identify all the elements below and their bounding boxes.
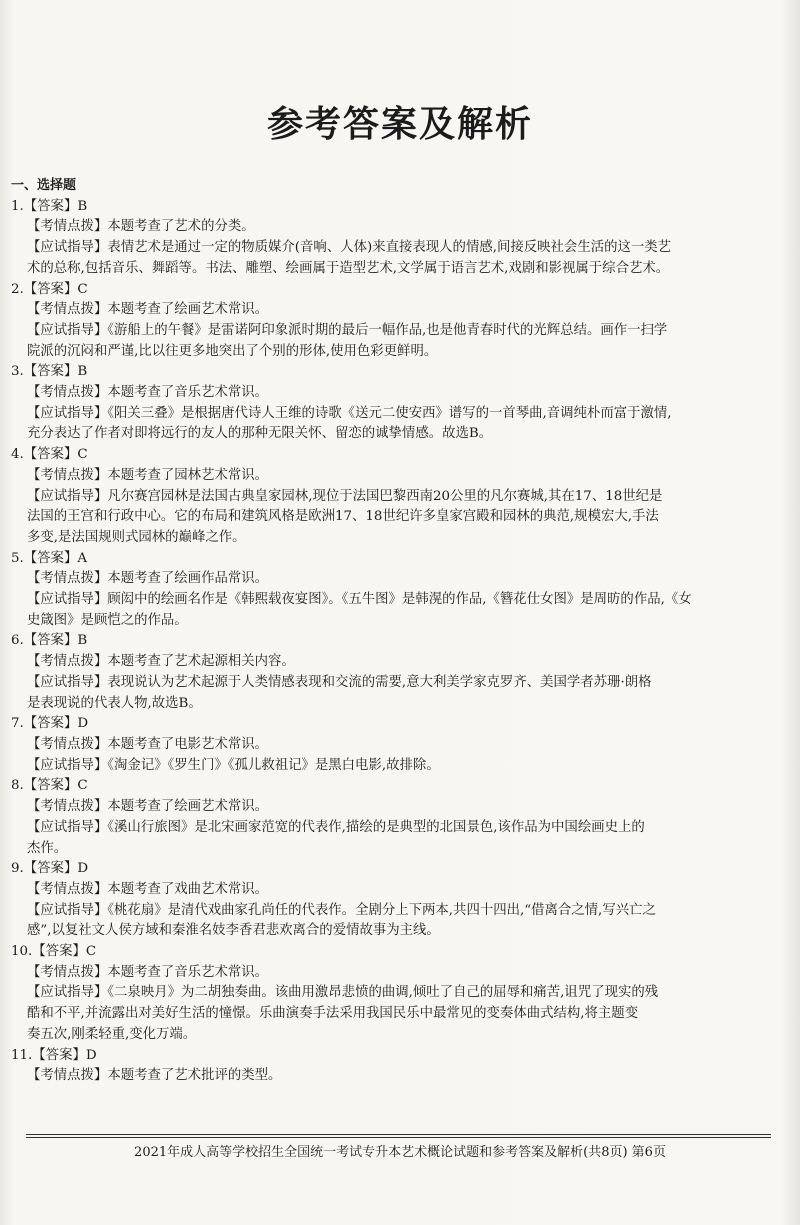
answer-key: 9.【答案】D	[11, 861, 89, 877]
exam-guidance-line: 是表现说的代表人物,故选B。	[27, 695, 202, 711]
answers-content	[11, 176, 781, 1087]
exam-guidance-line: 多变,是法国规则式园林的巅峰之作。	[27, 529, 246, 545]
exam-point: 【考情点拨】本题考查了绘画艺术常识。	[27, 302, 269, 318]
exam-point: 【考情点拨】本题考查了音乐艺术常识。	[27, 385, 269, 401]
exam-guidance-line: 【应试指导】凡尔赛宫园林是法国古典皇家园林,现位于法国巴黎西南20公里的凡尔赛城,其在17、18世纪是	[27, 488, 663, 504]
exam-guidance-line: 【应试指导】表现说认为艺术起源于人类情感表现和交流的需要,意大利美学家克罗齐、美国学者苏珊·朗格	[27, 674, 652, 690]
exam-guidance-line: 法国的王宫和行政中心。它的布局和建筑风格是欧洲17、18世纪许多皇家宫殿和园林的典范,规模宏大,手法	[27, 509, 659, 525]
answer-key: 4.【答案】C	[11, 447, 88, 463]
answer-key: 8.【答案】C	[11, 778, 88, 794]
exam-guidance-line: 【应试指导】顾闳中的绘画名作是《韩熙载夜宴图》。《五牛图》是韩滉的作品,《簪花仕女图》是周昉的作品,《女	[27, 592, 692, 608]
answer-item	[11, 859, 781, 942]
answer-key: 1.【答案】B	[11, 198, 88, 214]
exam-guidance-line: 杰作。	[27, 840, 68, 856]
answer-key: 2.【答案】C	[11, 281, 88, 297]
section-heading: 一、选择题	[11, 178, 77, 193]
exam-guidance-line: 酷和不平,并流露出对美好生活的憧憬。乐曲演奏手法采用我国民乐中最常见的变奏体曲式结构,将主题变	[27, 1006, 639, 1022]
exam-guidance-line: 感”,以复社文人侯方域和秦淮名妓李香君悲欢离合的爱情故事为主线。	[27, 923, 440, 939]
exam-point: 【考情点拨】本题考查了艺术起源相关内容。	[27, 654, 295, 670]
exam-guidance-line: 充分表达了作者对即将远行的友人的那种无限关怀、留恋的诚挚情感。故选B。	[27, 426, 493, 442]
answer-item	[11, 362, 781, 445]
answer-item	[11, 549, 781, 632]
exam-point: 【考情点拨】本题考查了电影艺术常识。	[27, 736, 269, 752]
exam-guidance-line: 【应试指导】《淘金记》《罗生门》《孤儿救祖记》是黑白电影,故排除。	[27, 757, 440, 773]
exam-guidance-line: 【应试指导】《游船上的午餐》是雷诺阿印象派时期的最后一幅作品,也是他青春时代的光辉总结。画作一扫学	[27, 322, 668, 338]
exam-point: 【考情点拨】本题考查了艺术的分类。	[27, 219, 255, 235]
answer-key: 3.【答案】B	[11, 364, 88, 380]
exam-guidance-line: 术的总称,包括音乐、舞蹈等。书法、雕塑、绘画属于造型艺术,文学属于语言艺术,戏剧和影视属于综合艺术。	[27, 260, 670, 276]
exam-guidance-line: 【应试指导】《溪山行旅图》是北宋画家范宽的代表作,描绘的是典型的北国景色,该作品为中国绘画史上的	[27, 819, 645, 835]
exam-point: 【考情点拨】本题考查了绘画艺术常识。	[27, 799, 269, 815]
exam-point: 【考情点拨】本题考查了戏曲艺术常识。	[27, 881, 269, 897]
page-footer: 2021年成人高等学校招生全国统一考试专升本艺术概论试题和参考答案及解析(共8页) 第6页	[134, 1145, 666, 1160]
answer-key: 7.【答案】D	[11, 716, 89, 732]
exam-guidance-line: 院派的沉闷和严谨,比以往更多地突出了个别的形体,使用色彩更鲜明。	[27, 343, 438, 359]
exam-guidance-line: 【应试指导】《二泉映月》为二胡独奏曲。该曲用激昂悲愤的曲调,倾吐了自己的屈辱和痛苦,诅咒了现实的残	[27, 985, 659, 1001]
exam-point: 【考情点拨】本题考查了艺术批评的类型。	[27, 1068, 282, 1084]
page-title: 参考答案及解析	[266, 103, 533, 145]
exam-guidance-line: 史箴图》是顾恺之的作品。	[27, 612, 188, 628]
exam-guidance-line: 【应试指导】《阳关三叠》是根据唐代诗人王维的诗歌《送元二使安西》谱写的一首琴曲,音调纯朴而富于激情,	[27, 405, 672, 421]
answer-key: 11.【答案】D	[11, 1047, 97, 1063]
footer-divider-secondary	[26, 1137, 771, 1138]
exam-point: 【考情点拨】本题考查了绘画作品常识。	[27, 571, 269, 587]
answer-list	[11, 197, 781, 1087]
answer-item	[11, 280, 781, 363]
answer-key: 6.【答案】B	[11, 633, 88, 649]
exam-guidance-line: 【应试指导】《桃花扇》是清代戏曲家孔尚任的代表作。全剧分上下两本,共四十四出,“借离合之情,写兴亡之	[27, 902, 656, 918]
answer-key: 5.【答案】A	[11, 550, 88, 566]
answer-item	[11, 714, 781, 776]
footer-divider	[26, 1134, 771, 1135]
answer-key: 10.【答案】C	[11, 944, 97, 960]
exam-point: 【考情点拨】本题考查了音乐艺术常识。	[27, 964, 269, 980]
answer-item	[11, 942, 781, 1046]
exam-guidance-line: 奏五次,刚柔轻重,变化万端。	[27, 1026, 197, 1042]
answer-item	[11, 631, 781, 714]
exam-guidance-line: 【应试指导】表情艺术是通过一定的物质媒介(音响、人体)来直接表现人的情感,间接反映社会生活的这一类艺	[27, 240, 672, 256]
exam-point: 【考情点拨】本题考查了园林艺术常识。	[27, 467, 269, 483]
answer-item	[11, 197, 781, 280]
answer-item	[11, 1046, 781, 1087]
answer-item	[11, 445, 781, 549]
answer-item	[11, 776, 781, 859]
